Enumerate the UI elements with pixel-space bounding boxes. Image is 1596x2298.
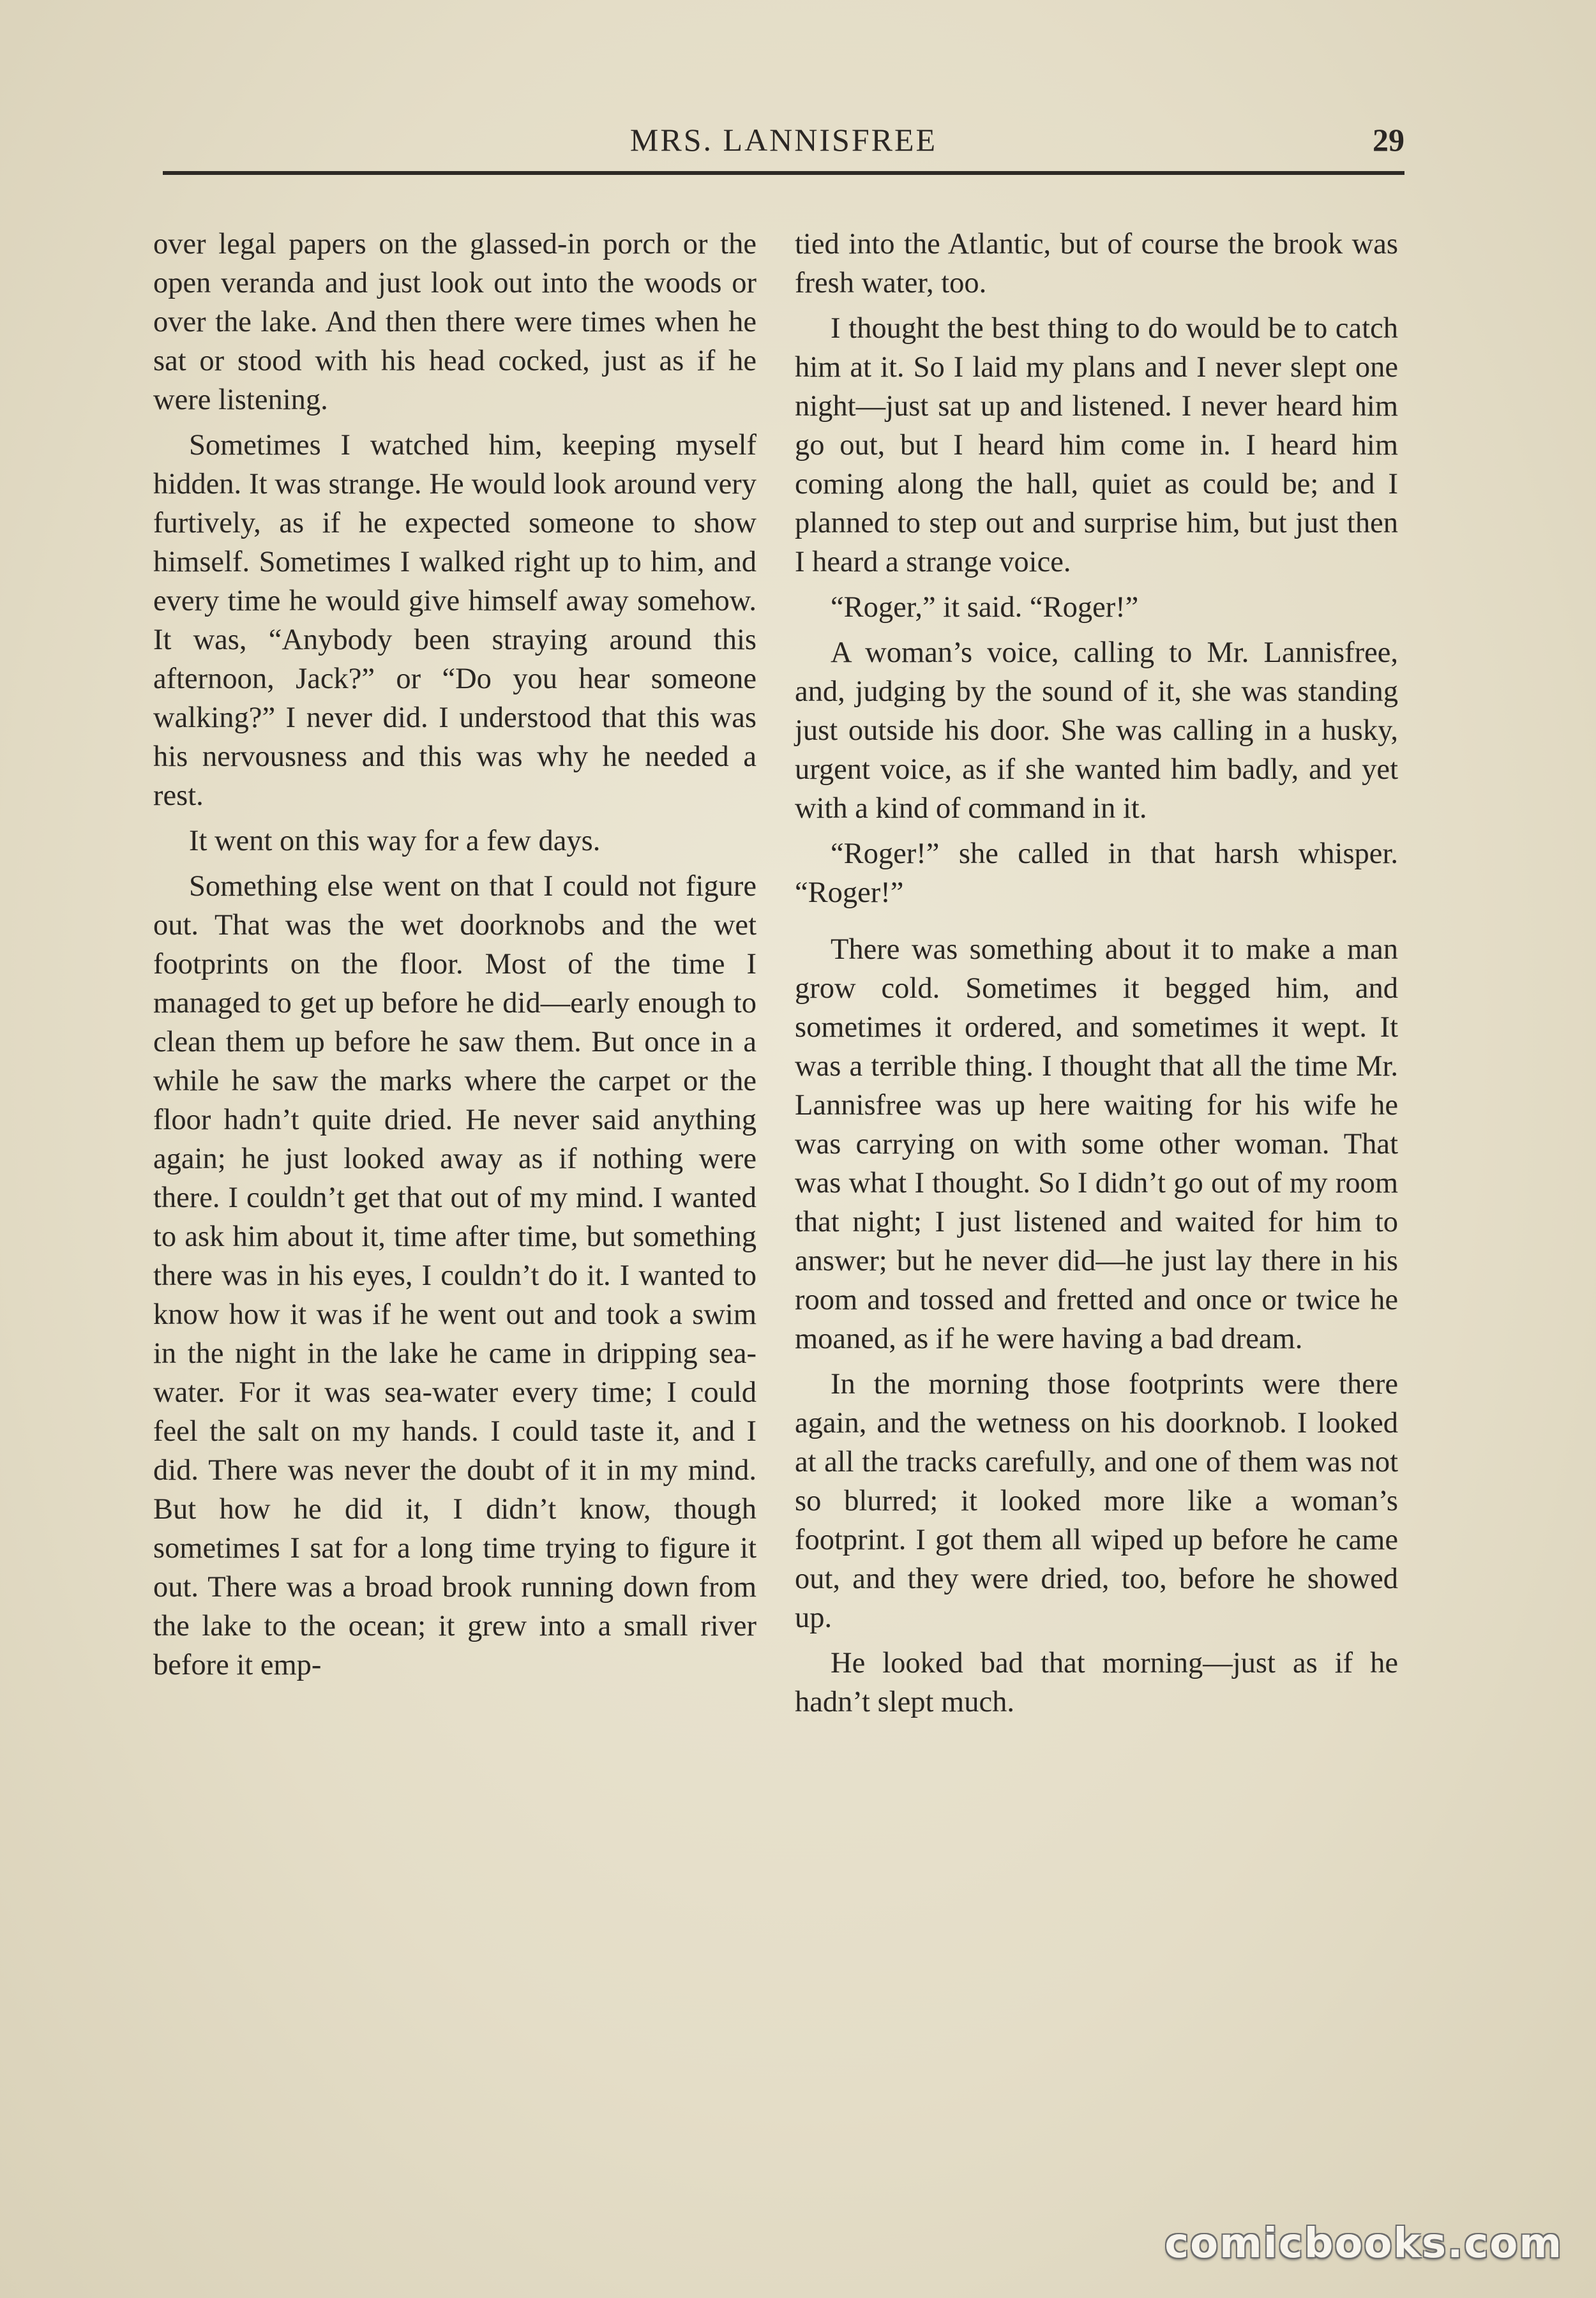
header-rule <box>163 171 1404 175</box>
page-number: 29 <box>1373 122 1404 158</box>
right-column <box>795 225 1398 1728</box>
paragraph: It went on this way for a few days. <box>189 825 601 857</box>
paragraph: “Roger!” she called in that harsh whisper. “Roger!” <box>795 837 1398 909</box>
paragraph: He looked bad that morning—just as if he hadn’t slept much. <box>795 1647 1398 1718</box>
paragraph: In the morning those footprints were there again, and the wetness on his doorknob. I looked at all the tracks carefully, and one of them was not so blurred; it looked more like a woman’s footprint. I got them all wiped up before he came out, and they were dried, too, before he showed up. <box>795 1368 1398 1634</box>
paragraph: tied into the Atlantic, but of course the brook was fresh water, too. <box>795 228 1398 299</box>
watermark: comicbooks.com <box>1164 2220 1563 2267</box>
paragraph: “Roger,” it said. “Roger!” <box>831 591 1139 624</box>
left-column <box>153 225 757 1691</box>
running-title: MRS. LANNISFREE <box>629 122 938 158</box>
paragraph: Sometimes I watched him, keeping myself hidden. It was strange. He would look around very furtively, as if he expected someone to show himself. Sometimes I walked right up to him, and every time he would give himself away somehow. It was, “Anybody been straying around this afternoon, Jack?” or “Do you hear someone walking?” I never did. I understood that this was his nervousness and this was why he needed a rest. <box>153 429 757 812</box>
page-header <box>163 121 1404 166</box>
paragraph: over legal papers on the glassed-in porch or the open veranda and just look out into the woods or over the lake. And then there were times when he sat or stood with his head cocked, just as if he were listening. <box>153 228 757 416</box>
paragraph: I thought the best thing to do would be to catch him at it. So I laid my plans and I never slept one night—just sat up and listened. I never heard him go out, but I heard him come in. I heard him coming along the hall, quiet as could be; and I planned to step out and surprise him, but just then I heard a strange voice. <box>795 312 1398 578</box>
paragraph: A woman’s voice, calling to Mr. Lannisfree, and, judging by the sound of it, she was standing just outside his door. She was calling in a husky, urgent voice, as if she wanted him badly, and yet with a kind of command in it. <box>795 636 1398 825</box>
paragraph: Something else went on that I could not figure out. That was the wet doorknobs and the wet footprints on the floor. Most of the time I managed to get up before he did—early enough to clean them up before he saw them. But once in a while he saw the marks where the carpet or the floor hadn’t quite dried. He never said anything again; he just looked away as if nothing were there. I couldn’t get that out of my mind. I wanted to ask him about it, time after time, but something there was in his eyes, I couldn’t do it. I wanted to know how it was if he went out and took a swim in the night in the lake he came in dripping sea-water. For it was sea-water every time; I could feel the salt on my hands. I could taste it, and I did. There was never the doubt of it in my mind. But how he did it, I didn’t know, though sometimes I sat for a long time trying to figure it out. There was a broad brook running down from the lake to the ocean; it grew into a small river before it emp- <box>153 870 757 1681</box>
paragraph: There was something about it to make a man grow cold. Sometimes it begged him, and sometimes it ordered, and sometimes it wept. It was a terrible thing. I thought that all the time Mr. Lannisfree was up here waiting for his wife he was carrying on with some other woman. That was what I thought. So I didn’t go out of my room that night; I just listened and waited for him to answer; but he never did—he just lay there in his room and tossed and fretted and once or twice he moaned, as if he were having a bad dream. <box>795 933 1398 1355</box>
